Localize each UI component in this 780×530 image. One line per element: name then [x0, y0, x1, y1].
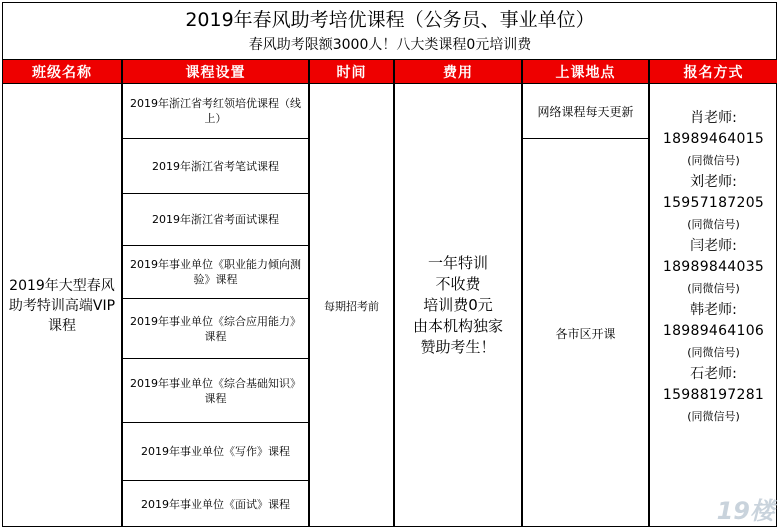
row-divider — [2, 59, 777, 60]
teacher-name: 闫老师: — [690, 238, 737, 254]
wechat-note: (同微信号) — [687, 410, 740, 423]
teacher-name: 肖老师: — [690, 110, 737, 126]
contact-list — [650, 108, 777, 428]
course-cell: 2019年浙江省考面试课程 — [152, 213, 279, 226]
wechat-note: (同微信号) — [687, 154, 740, 167]
course-cell: 2019年事业单位《职业能力倾向测验》课程 — [130, 258, 301, 286]
contact-item — [650, 300, 777, 364]
time-cell: 每期招考前 — [324, 299, 379, 313]
teacher-name: 韩老师: — [690, 302, 737, 318]
phone-number: 18989464106 — [662, 323, 765, 339]
teacher-name: 刘老师: — [690, 174, 737, 190]
page-title: 2019年春风助考培优课程（公务员、事业单位） — [185, 9, 595, 31]
wechat-note: (同微信号) — [687, 346, 740, 359]
header-class-name: 班级名称 — [3, 60, 121, 83]
phone-number: 15957187205 — [662, 195, 765, 211]
contact-item — [650, 236, 777, 300]
course-cell: 2019年事业单位《面试》课程 — [141, 497, 290, 511]
course-cell: 2019年事业单位《综合应用能力》课程 — [130, 314, 301, 343]
phone-number: 18989464015 — [662, 131, 765, 147]
page-subtitle: 春风助考限额3000人！八大类课程0元培训费 — [248, 37, 532, 53]
location-online-cell: 网络课程每天更新 — [537, 104, 634, 119]
header-time: 时间 — [310, 60, 393, 83]
contact-item — [650, 108, 777, 172]
course-cell: 2019年浙江省考红领培优课程（线上） — [130, 97, 301, 125]
header-fee: 费用 — [395, 60, 521, 83]
header-signup: 报名方式 — [650, 60, 777, 83]
wechat-note: (同微信号) — [687, 282, 740, 295]
course-cell: 2019年事业单位《写作》课程 — [141, 445, 290, 458]
header-courses: 课程设置 — [123, 60, 308, 83]
contact-item — [650, 172, 777, 236]
class-name-cell: 2019年大型春风助考特训高端VIP课程 — [8, 277, 116, 334]
phone-number: 18989844035 — [662, 259, 765, 275]
fee-cell: 一年特训 不收费 培训费0元 由本机构独家 赞助考生！ — [412, 254, 503, 356]
watermark-logo: 19楼 — [716, 497, 774, 525]
wechat-note: (同微信号) — [687, 218, 740, 231]
teacher-name: 石老师: — [690, 366, 737, 382]
location-offline-cell: 各市区开课 — [555, 326, 616, 341]
course-cell: 2019年浙江省考笔试课程 — [152, 159, 279, 173]
phone-number: 15988197281 — [662, 387, 765, 403]
course-cell: 2019年事业单位《综合基础知识》课程 — [130, 376, 301, 405]
contact-item — [650, 364, 777, 428]
header-location: 上课地点 — [523, 60, 648, 83]
